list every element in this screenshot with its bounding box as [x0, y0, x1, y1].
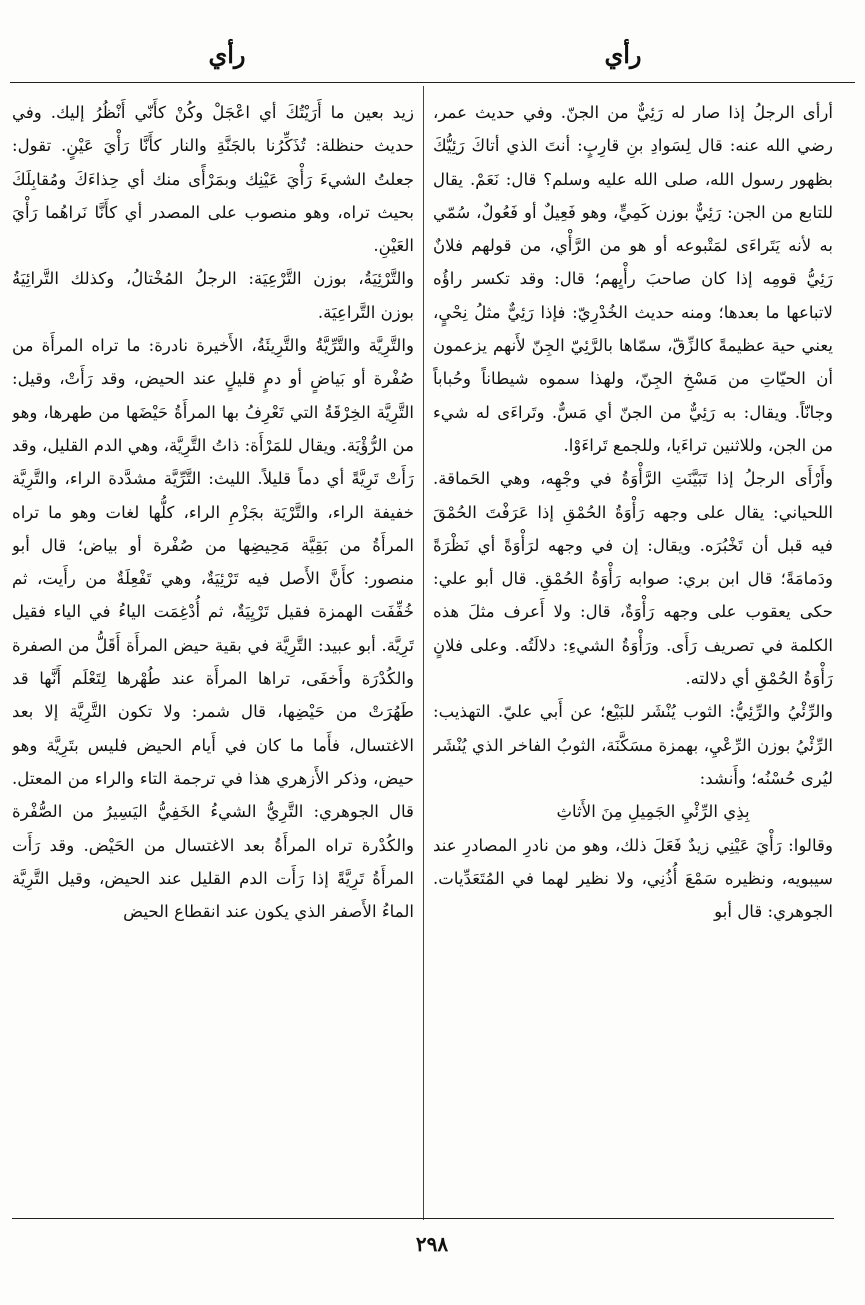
right-column-paragraph: وأَرْأَى الرجلُ إذا تَبَيَّنَتِ الرَّأْوَةُ في وجْهِه، وهي الحَماقة. اللحياني: يقال على وجهه رَأْوَةُ الحُمْقِ إذا عَرَفْتَ الحُمْقَ فيه قبل أن تَخْبُرَه. ويقال: إن في وجهه لرَأْوَةً أي نَظْرَةً ودَمامَةً؛ قال ابن بري: صوابه رَأْوَةُ الحُمْقِ. قال أبو علي: حكى يعقوب على وجهه رَأْوَةٌ، قال: ولا أَعرف مثلَ هذه الكلمة في تصريف رَأَى. ورَأْوَةُ الشيءِ: دلالَتُه. وعلى فلانٍ رَأْوَةُ الحُمْقِ أي دلالته.: [433, 469, 833, 689]
footer-rule: [12, 1218, 834, 1219]
header-rule: [10, 82, 855, 83]
column-divider: [423, 86, 424, 1220]
left-column-paragraph: والتَّرْئِيَةُ، بوزن التَّرْعِيَة: الرجلُ المُخْتالُ، وكذلك التَّرائِيَةُ بوزن التَّراعِيَة.: [12, 269, 414, 322]
right-column-paragraph: أرأى الرجلُ إذا صار له رَئِيٌّ من الجنّ. وفي حديث عمر، رضي الله عنه: قال لِسَوادِ بنِ قارِبٍ: أنتَ الذي أتاكَ رَئِيُّكَ بظهور رسول الله، صلى الله عليه وسلم؟ قال: نَعَمْ. يقال للتابع من الجن: رَئِيٌّ بوزن كَمِيٍّ، وهو فَعِيلٌ أو فَعُولٌ، سُمّي به لأنه يَتَراءَى لمَتْبوعه أو هو من الرَّأْي، من قولهم فلانٌ رَئِيُّ قومِه إذا كان صاحبَ رأْيِهم؛ قال: وقد تكسر راؤُه لاتباعها ما بعدها؛ ومنه حديث الخُدْرِيّ: فإذا رَئِيٌّ مثلُ نِحْيٍ، يعني حية عظيمةً كالزِّقّ، سمّاها بالرَّئِيّ الجِنّ لأَنهم يزعمون أن الحيّاتِ من مَسْخِ الجِنّ، ولهذا سموه شيطاناً وحُباباً وجانّاً. ويقال: به رَئِيٌّ من الجنّ أي مَسٌّ. وتَراءَى له شيء من الجن، وللاثنين تراءَيا، وللجمع تَراءَوْا.: [433, 103, 833, 455]
right-column: [433, 96, 833, 1216]
right-column-paragraph: والرِّئْيُ والرِّئِيُّ: الثوب يُنْشَر للبَيْع؛ عن أَبي عليّ. التهذيب: الرِّئْيُ بوزن الرِّعْيِ، بهمزة مسَكَّنَة، الثوبُ الفاخر الذي يُنْشَر ليُرى حُسْنُه؛ وأَنشد:: [433, 702, 833, 788]
left-column: [12, 96, 414, 1216]
left-column-paragraph: والتَّرِيَّة والتَّرِّيَّةُ والتَّرِيئَةُ، الأَخيرة نادرة: ما تراه المرأَة من صُفْرة أو بَياضٍ أو دمٍ قليلٍ عند الحيض، وقد رَأَتْ، وقيل: التَّرِيَّة الخِرْقَةُ التي تَعْرِفُ بها المرأَةُ حَيْضَها من طهرها، وهو من الرُّؤْيَة. ويقال للمَرْأَة: ذاتُ التَّرِيَّة، وهي الدم القليل، وقد رَأَتْ تَرِيَّةً أي دماً قليلاً. الليث: التَّرِّيَّة مشدَّدة الراء، والتَّرِيَّة خفيفة الراء، والتَّرْيَة بجَزْمِ الراء، كلُّها لغات وهو ما تراه المرأَةُ من بَقِيَّة مَحِيضِها من صُفْرة أو بياض؛ قال أبو منصور: كأَنَّ الأَصل فيه تَرْئِيَةٌ، وهي تَفْعِلَةٌ من رأَيت، ثم خُفِّفَت الهمزة فقيل تَرْيِيَةٌ، ثم أُدْغِمَت الياءُ في الياء فقيل تَرِيَّة. أبو عبيد: التَّرِيَّة في بقية حيض المرأَة أَقَلُّ من الصفرة والكُدْرَة وأَخفَى، تراها المرأَة عند طُهْرها لِتَعْلَم أَنَّها قد طَهُرَتْ من حَيْضِها، قال شمر: ولا تكون التَّرِيَّة إلا بعد الاغتسال، فأَما ما كان في أَيام الحيض فليس بتَرِيَّة وهو حيض، وذكر الأَزهري هذا في ترجمة التاء والراء من المعتل. قال الجوهري: التَّرِيُّ الشيءُ الخَفِيُّ اليَسِيرُ من الصُّفْرة والكُدْرة تراه المرأَةُ بعد الاغتسال من الحَيْض. وقد رَأَت المرأَةُ تَرِيَّةً إذا رَأَت الدم القليل عند الحيض، وقيل التَّرِيَّة الماءُ الأَصفر الذي يكون عند انقطاع الحيض: [12, 336, 414, 922]
page-header-left-headword: رأي: [208, 40, 246, 69]
right-column-paragraph: وقالوا: رَأْيَ عَيْنِي زيدٌ فَعَلَ ذلك، وهو من نادرِ المصادرِ عند سيبويه، ونظيره سَمْعَ أُذُنِي، ولا نظير لهما في المُتَعَدِّيات. الجوهري: قال أبو: [433, 835, 833, 922]
left-column-paragraph: زيد بعين ما أَرَيْتُكَ أي اعْجَلْ وكُنْ كأَنّي أَنْظُرُ إليك. وفي حديث حنظلة: تُذَكِّرُنا بالجَنَّةِ والنار كأَنَّا رَأْيَ عَيْنٍ. تقول: جعلتُ الشيءَ رَأْيَ عَيْنِك وبمَرْأًى منك أي حِذاءَكَ ومُقابِلَكَ بحيث تراه، وهو منصوب على المصدر أي كأَنَّا نَراهُما رَأْيَ العَيْنِ.: [12, 103, 414, 256]
right-column-verse: بِذِي الرِّئْيِ الجَمِيلِ مِنَ الأَثاثِ: [556, 802, 750, 822]
page-header-right-headword: رأي: [604, 40, 642, 69]
page-number: ٢٩٨: [415, 1232, 449, 1256]
